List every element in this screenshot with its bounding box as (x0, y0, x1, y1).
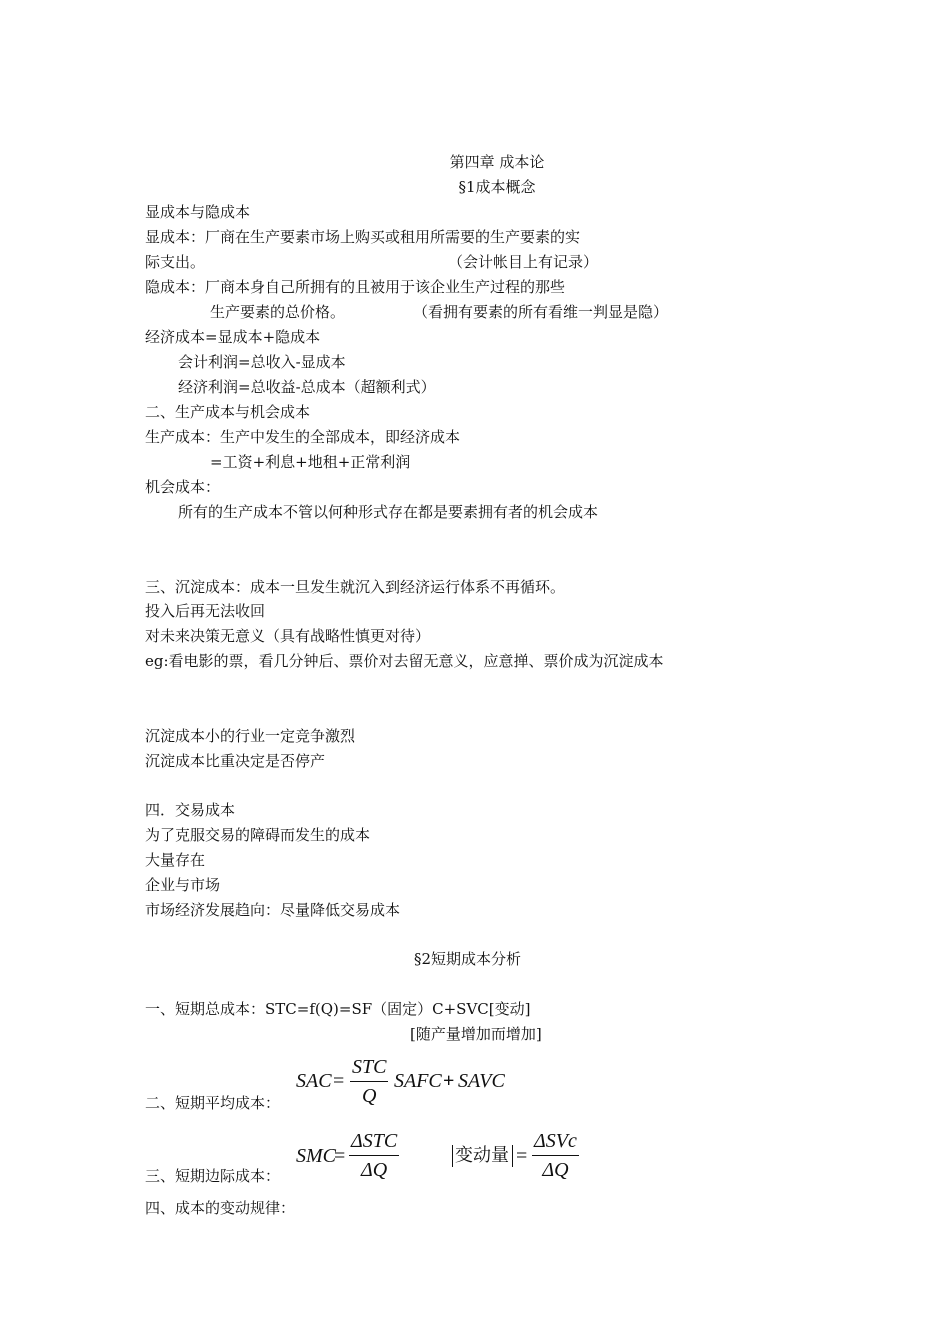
text-line: =工资+利息+地租+正常利润 (210, 453, 411, 471)
text-line: 隐成本：厂商本身自己所拥有的且被用于该企业生产过程的那些 (145, 278, 566, 296)
text-line: 为了克服交易的障碍而发生的成本 (145, 826, 371, 844)
text-line: 对未来决策无意义（具有战略性慎更对待） (145, 627, 431, 645)
text-line: 机会成本： (145, 478, 221, 496)
abs-bar-left (452, 1145, 453, 1167)
text-line: 会计利润=总收入-显成本 (178, 353, 346, 371)
text-line: 生产要素的总价格。 (210, 303, 346, 321)
text-line: 二、生产成本与机会成本 (145, 403, 311, 421)
formula-smc-equals: = (334, 1145, 346, 1167)
text-line: 沉淀成本小的行业一定竞争激烈 (145, 727, 356, 745)
text-line: 四、成本的变动规律： (145, 1199, 296, 1217)
formula-smc-denominator2: ΔQ (542, 1159, 569, 1181)
formula-smc-numerator2: ΔSVc (534, 1130, 577, 1152)
text-line: 经济成本=显成本+隐成本 (145, 328, 321, 346)
text-line: 市场经济发展趋向：尽量降低交易成本 (145, 901, 401, 919)
formula-sac-denominator: Q (362, 1085, 377, 1107)
formula-sac-plus: + (443, 1070, 455, 1092)
formula-smc-abs-text: 变动量 (455, 1145, 509, 1166)
text-line: 一、短期总成本：STC=f(Q)=SF（固定）C+SVC[变动] (145, 1000, 531, 1018)
text-line: 际支出。 (145, 253, 206, 271)
abs-bar-right (512, 1145, 513, 1167)
formula-sac-term2: SAVC (458, 1070, 505, 1092)
section1-heading: §1成本概念 (458, 178, 536, 196)
text-line: 二、短期平均成本： (145, 1094, 281, 1112)
text-line-note: [随产量增加而增加] (410, 1025, 542, 1043)
formula-sac-numerator: STC (352, 1056, 387, 1078)
formula-smc-fraction (349, 1129, 399, 1182)
text-line: 显成本与隐成本 (145, 203, 251, 221)
text-line: eg:看电影的票，看几分钟后、票价对去留无意义，应意掸、票价成为沉淀成本 (145, 652, 664, 670)
formula-sac-term1: SAFC (394, 1070, 442, 1092)
text-line: 投入后再无法收回 (145, 602, 266, 620)
text-line: 生产成本：生产中发生的全部成本，即经济成本 (145, 428, 461, 446)
text-line: 经济利润=总收益-总成本（超额利式） (178, 378, 436, 396)
formula-smc-fraction2 (532, 1129, 579, 1182)
formula-sac-equals: = (333, 1070, 345, 1092)
text-line: 三、沉淀成本：成本一旦发生就沉入到经济运行体系不再循环。 (145, 578, 566, 596)
text-line: 大量存在 (145, 851, 206, 869)
formula-sac-lhs: SAC (296, 1070, 332, 1092)
text-line: 显成本：厂商在生产要素市场上购买或租用所需要的生产要素的实 (145, 228, 581, 246)
section2-heading: §2短期成本分析 (414, 950, 522, 968)
text-line: 四．交易成本 (145, 801, 236, 819)
formula-smc-equals2: = (516, 1145, 528, 1167)
formula-sac-fraction (350, 1055, 388, 1108)
text-line: 所有的生产成本不管以何种形式存在都是要素拥有者的机会成本 (178, 503, 599, 521)
text-line-note: （看拥有要素的所有看维一判显是隐） (413, 303, 669, 321)
formula-smc-numerator: ΔSTC (351, 1130, 398, 1152)
formula-smc-denominator: ΔQ (361, 1159, 388, 1181)
text-line: 三、短期边际成本： (145, 1167, 281, 1185)
text-line: 沉淀成本比重决定是否停产 (145, 752, 326, 770)
text-line: 企业与市场 (145, 876, 221, 894)
chapter-title: 第四章 成本论 (449, 153, 545, 171)
text-line-note: （会计帐目上有记录） (448, 253, 599, 271)
formula-smc-lhs: SMC (296, 1145, 336, 1167)
